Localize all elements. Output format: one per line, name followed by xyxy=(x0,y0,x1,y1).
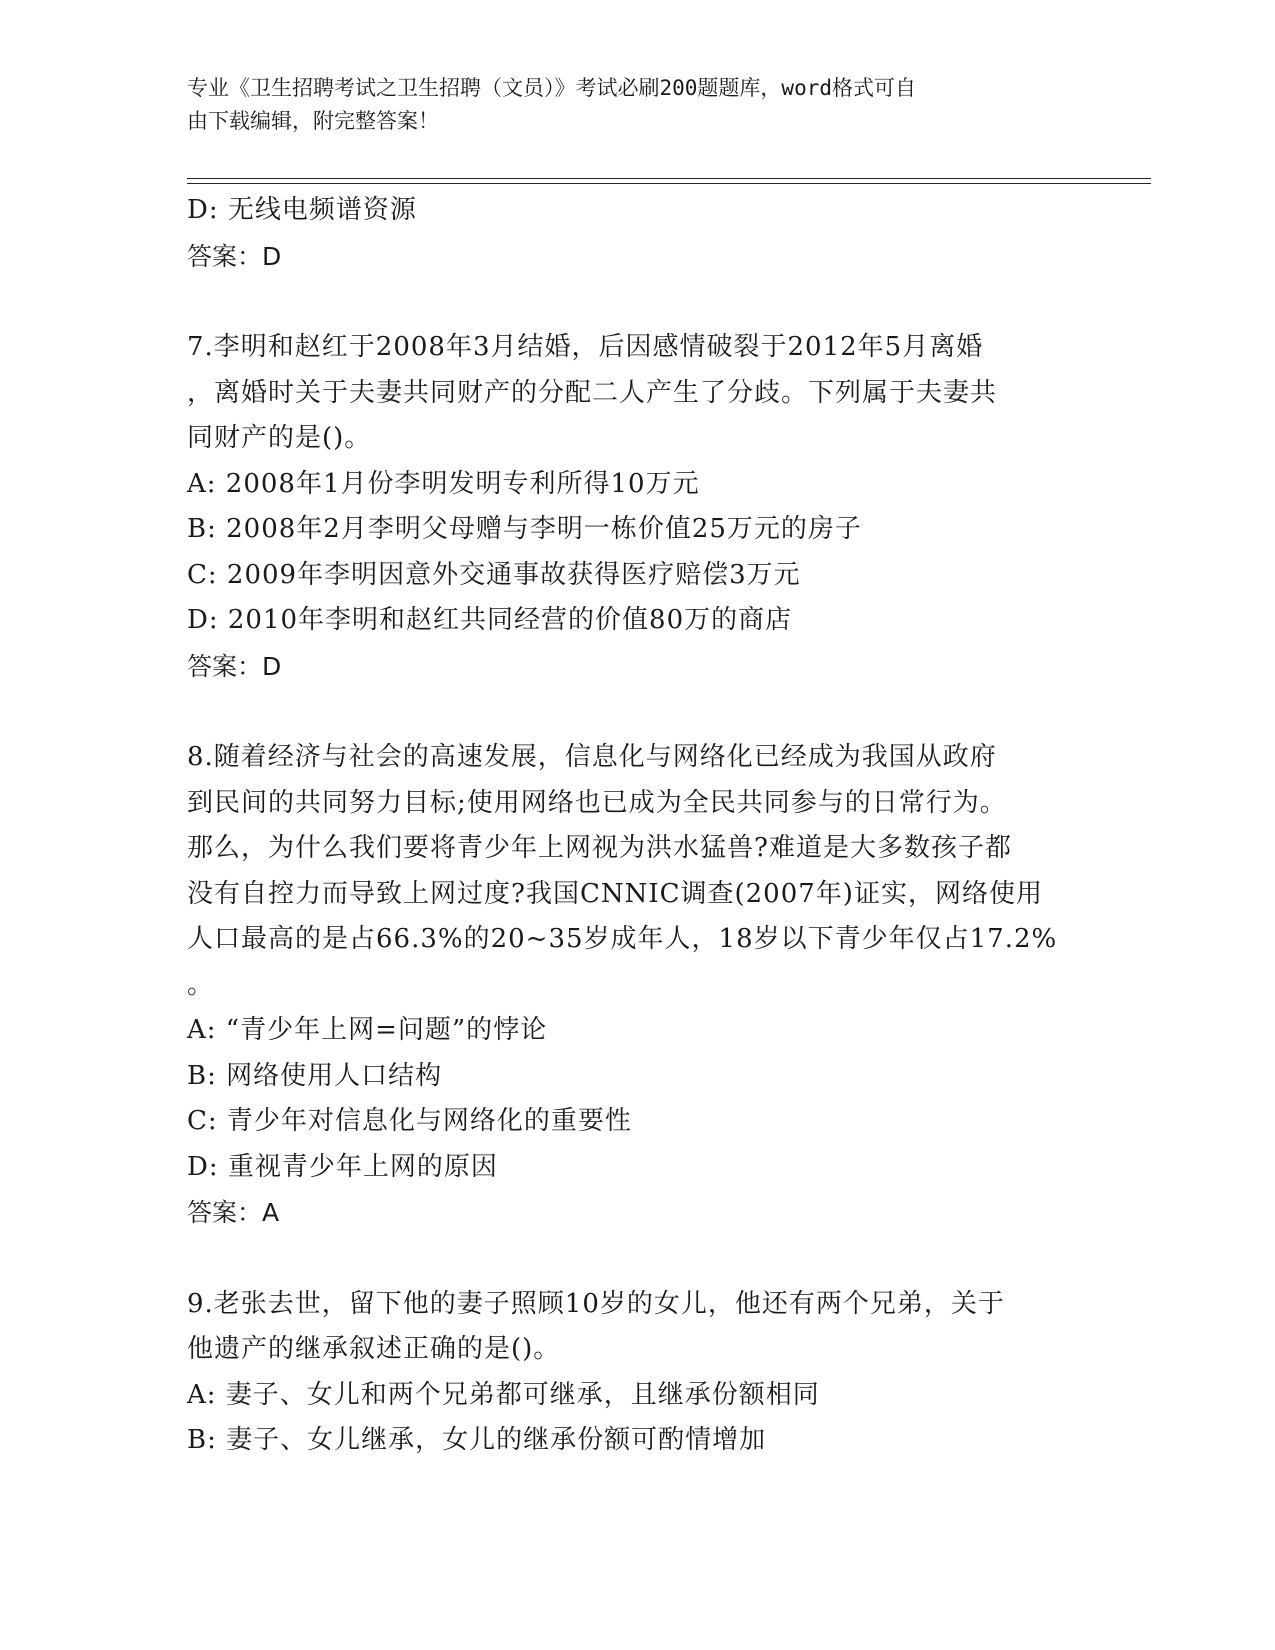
header-divider xyxy=(187,178,1151,179)
question-stem-line: 他遗产的继承叙述正确的是()。 xyxy=(187,1334,561,1364)
answer: 答案：D xyxy=(187,241,282,271)
document-header xyxy=(187,72,1067,138)
question-stem-line: 没有自控力而导致上网过度?我国CNNIC调查(2007年)证实，网络使用 xyxy=(187,878,1043,909)
option-d: D: 无线电频谱资源 xyxy=(187,195,417,225)
question-stem-line: 同财产的是()。 xyxy=(187,423,372,453)
spacer xyxy=(187,1236,1087,1282)
header-line: 专业《卫生招聘考试之卫生招聘（文员）》考试必刷200题题库，word格式可自 xyxy=(187,76,916,100)
option-b: B: 妻子、女儿继承，女儿的继承份额可酌情增加 xyxy=(187,1425,767,1455)
question-stem-line: ，离婚时关于夫妻共同财产的分配二人产生了分歧。下列属于夫妻共 xyxy=(187,377,998,408)
question-stem-line: 人口最高的是占66.3%的20~35岁成年人，18岁以下青少年仅占17.2% xyxy=(187,924,1058,954)
spacer xyxy=(187,689,1087,735)
header-line: 由下载编辑，附完整答案！ xyxy=(187,109,439,133)
question-stem-line: 到民间的共同努力目标;使用网络也已成为全民共同参与的日常行为。 xyxy=(187,787,1007,818)
question-stem-line: 那么，为什么我们要将青少年上网视为洪水猛兽?难道是大多数孩子都 xyxy=(187,833,1012,863)
option-b: B: 网络使用人口结构 xyxy=(187,1060,443,1091)
option-b: B: 2008年2月李明父母赠与李明一栋价值25万元的房子 xyxy=(187,514,862,544)
answer: 答案：A xyxy=(187,1198,280,1227)
header-divider xyxy=(187,183,1151,184)
option-a: A: 妻子、女儿和两个兄弟都可继承，且继承份额相同 xyxy=(187,1379,820,1410)
option-a: A: 2008年1月份李明发明专利所得10万元 xyxy=(187,468,700,499)
question-stem-line: 7.李明和赵红于2008年3月结婚，后因感情破裂于2012年5月离婚 xyxy=(187,332,984,362)
option-c: C: 2009年李明因意外交通事故获得医疗赔偿3万元 xyxy=(187,559,801,590)
spacer xyxy=(187,279,1087,325)
question-stem-line: 。 xyxy=(187,969,215,1000)
option-c: C: 青少年对信息化与网络化的重要性 xyxy=(187,1106,632,1136)
document-body xyxy=(187,188,1087,1464)
question-stem-line: 8.随着经济与社会的高速发展，信息化与网络化已经成为我国从政府 xyxy=(187,742,997,772)
option-a: A: “青少年上网=问题”的悖论 xyxy=(187,1015,548,1045)
option-d: D: 重视青少年上网的原因 xyxy=(187,1151,498,1182)
option-d: D: 2010年李明和赵红共同经营的价值80万的商店 xyxy=(187,605,793,635)
answer: 答案：D xyxy=(187,651,282,681)
question-stem-line: 9.老张去世，留下他的妻子照顾10岁的女儿，他还有两个兄弟，关于 xyxy=(187,1288,1005,1319)
